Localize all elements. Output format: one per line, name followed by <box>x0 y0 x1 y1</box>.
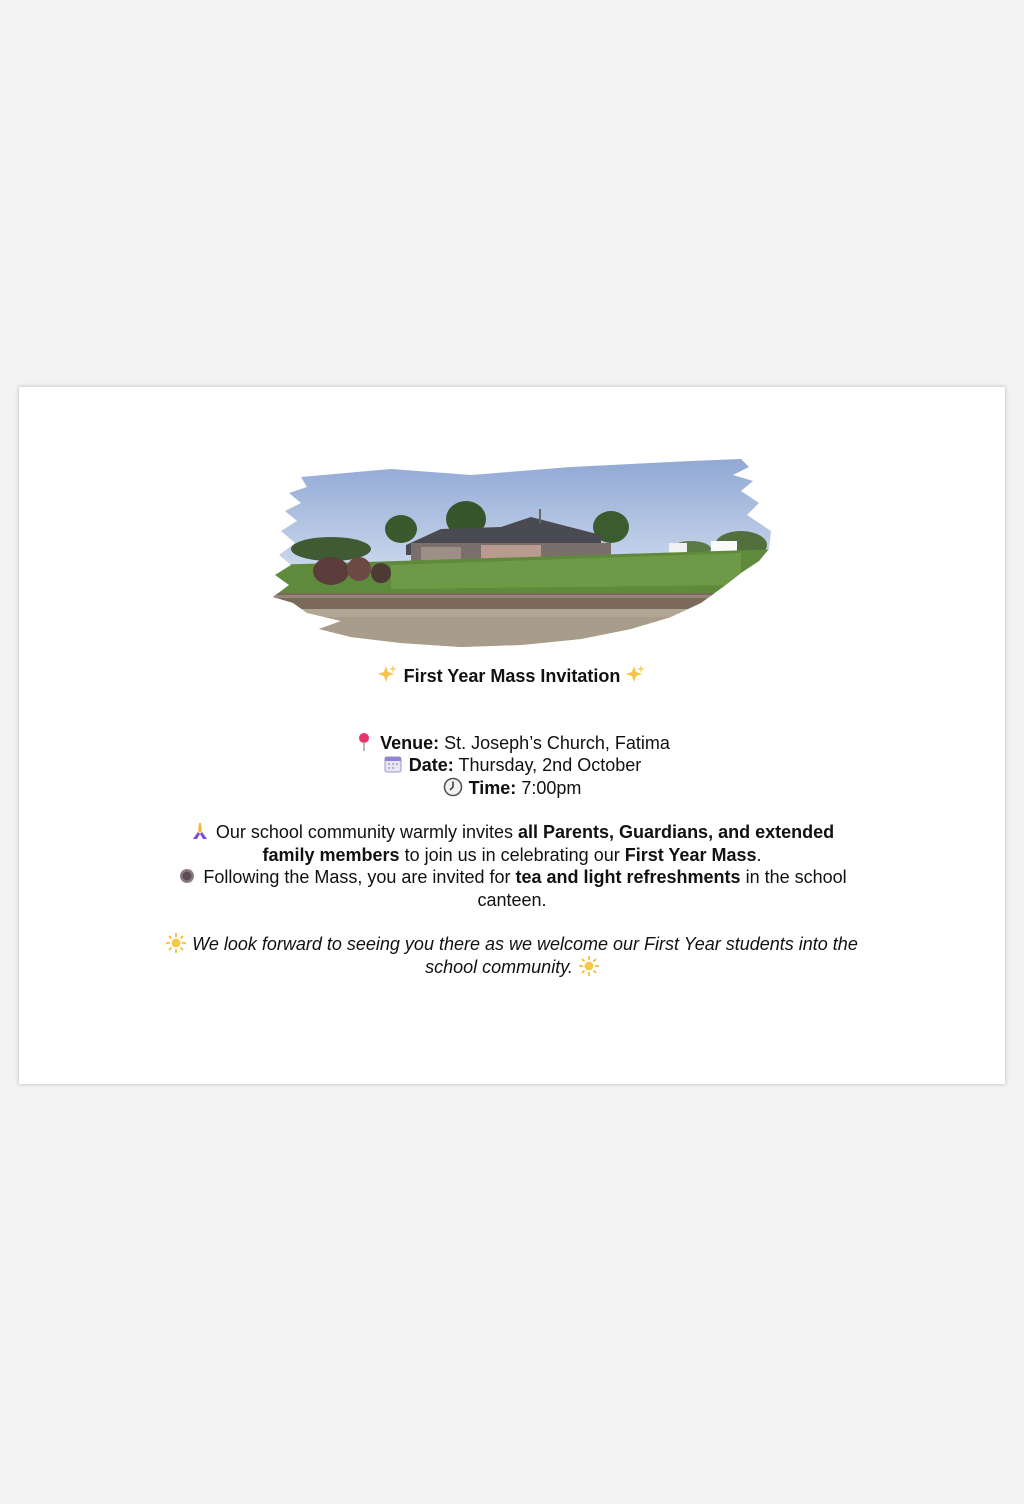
invitation-paragraph <box>162 821 862 911</box>
title-text: First Year Mass Invitation <box>403 666 621 686</box>
follow-line <box>162 866 862 911</box>
date-value: Thursday, 2nd October <box>458 755 642 775</box>
sparkles-icon <box>626 665 646 685</box>
invite-text-2: to join us in celebrating our <box>404 844 620 865</box>
sun-icon <box>579 956 599 976</box>
invitation-title <box>19 665 1005 688</box>
invite-bold-1: all Parents, Guardians, and extended family members <box>262 822 835 865</box>
invitation-card <box>19 387 1005 1084</box>
sun-icon <box>166 933 186 953</box>
folded-hands-icon <box>190 821 210 841</box>
invite-line <box>162 821 862 866</box>
venue-label: Venue: <box>380 732 440 753</box>
calendar-icon <box>383 754 403 774</box>
date-label: Date: <box>408 755 454 775</box>
sparkles-icon <box>378 665 398 685</box>
closing-line <box>142 933 882 978</box>
round-pushpin-icon <box>354 732 374 752</box>
closing-text: We look forward to seeing you there as we welcome our First Year students into the school community. <box>192 934 858 977</box>
date-line <box>19 754 1005 777</box>
invite-bold-2: First Year Mass <box>624 844 757 865</box>
event-details <box>19 732 1005 800</box>
time-line <box>19 777 1005 800</box>
follow-text-1: Following the Mass, you are invited for <box>203 867 511 887</box>
venue-line <box>19 732 1005 755</box>
church-photo <box>271 457 781 653</box>
tea-cup-icon <box>177 866 197 886</box>
time-value: 7:00pm <box>521 777 582 798</box>
venue-value: St. Joseph’s Church, Fatima <box>444 732 670 753</box>
time-label: Time: <box>468 777 517 798</box>
follow-bold-1: tea and light refreshments <box>515 867 741 887</box>
follow-text-2: in the school canteen. <box>477 867 847 910</box>
invite-text-3: . <box>756 844 762 865</box>
invitation-text <box>19 665 1005 978</box>
clock-icon <box>443 777 463 797</box>
invite-text-1: Our school community warmly invites <box>215 822 513 842</box>
